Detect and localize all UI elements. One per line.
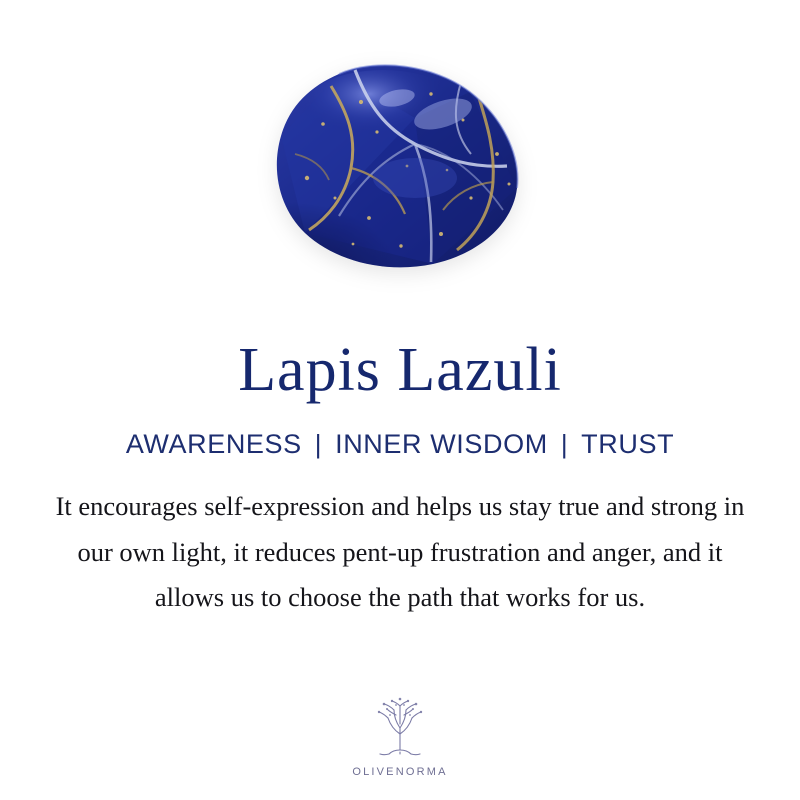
keyword-inner-wisdom: INNER WISDOM [335,429,548,460]
stone-illustration [265,58,535,273]
stone-image-area [0,0,800,320]
tree-of-life-icon [363,690,437,764]
brand-logo [0,690,800,778]
keyword-separator-2: | [560,429,569,460]
keyword-awareness: AWARENESS [125,429,302,460]
description-text: It encourages self-expression and helps us stay true and strong in our own light, it reduces pent-up frustration and anger, and it allows us to choose the path that works for us. [55,491,745,613]
brand-name: OLIVENORMA [352,766,448,778]
keyword-trust: TRUST [581,429,675,460]
keyword-separator-1: | [314,429,323,460]
page-title: Lapis Lazuli [238,336,562,404]
keyword-list [120,429,680,460]
lapis-lazuli-stone [265,58,535,273]
